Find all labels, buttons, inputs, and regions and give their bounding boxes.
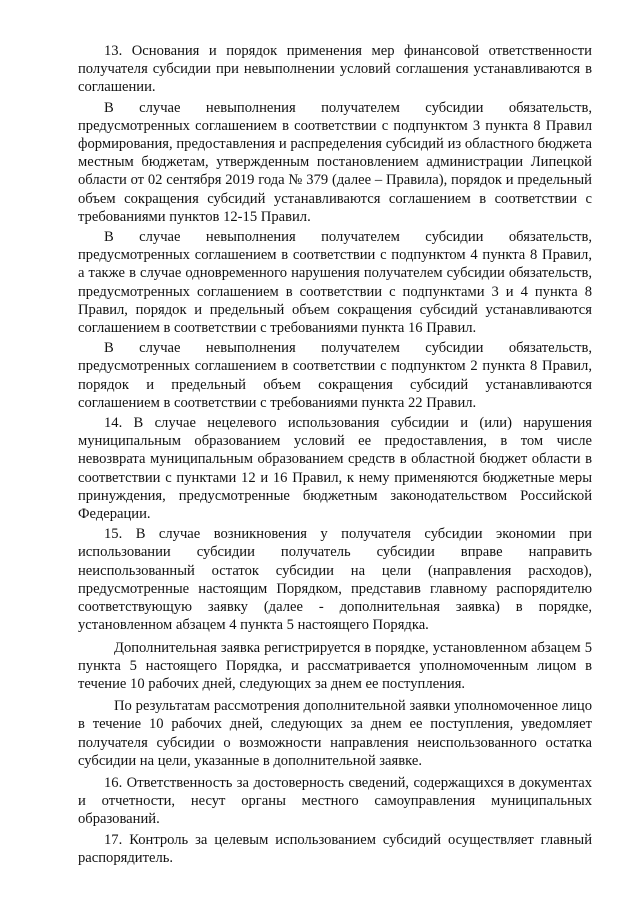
paragraph-15-additional-request: Дополнительная заявка регистрируется в порядке, установленном абзацем 5 пункта 5 настоящего Порядка, и рассматривается уполномоченным лицом в течение 10 рабочих дней, следующих за днем ее поступления. (78, 639, 592, 692)
document-body (78, 42, 592, 867)
paragraph-15: 15. В случае возникновения у получателя субсидии экономии при использовании субсидии получатель субсидии вправе направить неиспользованный остаток субсидии на цели (направления расходов), предусмотренные настоящим Порядком, представив главному распорядителю соответствующую заявку (далее - дополнительная заявка) в порядке, установленном абзацем 4 пункта 5 настоящего Порядка. (78, 526, 592, 634)
paragraph-16: 16. Ответственность за достоверность сведений, содержащихся в документах и отчетности, несут органы местного самоуправления муниципальных образований. (78, 774, 592, 828)
paragraph-14: 14. В случае нецелевого использования субсидии и (или) нарушения муниципальным образованием условий ее предоставления, в том числе невозврата муниципальным образованием средств в областной бюджет области в соответствии с пунктами 12 и 16 Правил, к нему применяются бюджетные меры принуждения, предусмотренные бюджетным законодательством Российской Федерации. (78, 415, 592, 523)
paragraph-17: 17. Контроль за целевым использованием субсидий осуществляет главный распорядитель. (78, 831, 592, 866)
paragraph-13-case-3: В случае невыполнения получателем субсидии обязательств, предусмотренных соглашением в соответствии с подпунктом 2 пункта 8 Правил, порядок и предельный объем сокращения субсидий устанавливаются соглашением в соответствии с требованиями пункта 22 Правил. (78, 340, 592, 411)
paragraph-13-case-1: В случае невыполнения получателем субсидии обязательств, предусмотренных соглашением в соответствии с подпунктом 3 пункта 8 Правил формирования, предоставления и распределения субсидий из областного бюджета местным бюджетам, утвержденным постановлением администрации Липецкой области от 02 сентября 2019 года № 379 (далее – Правила), порядок и предельный объем сокращения субсидий устанавливаются соглашением в соответствии с требованиями пунктов 12-15 Правил. (78, 99, 592, 225)
paragraph-13-case-2: В случае невыполнения получателем субсидии обязательств, предусмотренных соглашением в соответствии с подпунктом 4 пункта 8 Правил, а также в случае одновременного нарушения получателем субсидии обязательств, предусмотренных соглашением в соответствии с подпунктами 3 и 4 пункта 8 Правил, порядок и предельный объем сокращения субсидий устанавливаются соглашением в соответствии с требованиями пункта 16 Правил. (78, 229, 592, 337)
paragraph-13: 13. Основания и порядок применения мер финансовой ответственности получателя субсидии при невыполнении условий соглашения устанавливаются в соглашении. (78, 43, 592, 96)
paragraph-15-review-result: По результатам рассмотрения дополнительной заявки уполномоченное лицо в течение 10 рабочих дней, следующих за днем ее поступления, уведомляет получателя субсидии о возможности направления неиспользованного остатка субсидии на цели, указанные в дополнительной заявке. (78, 698, 592, 769)
